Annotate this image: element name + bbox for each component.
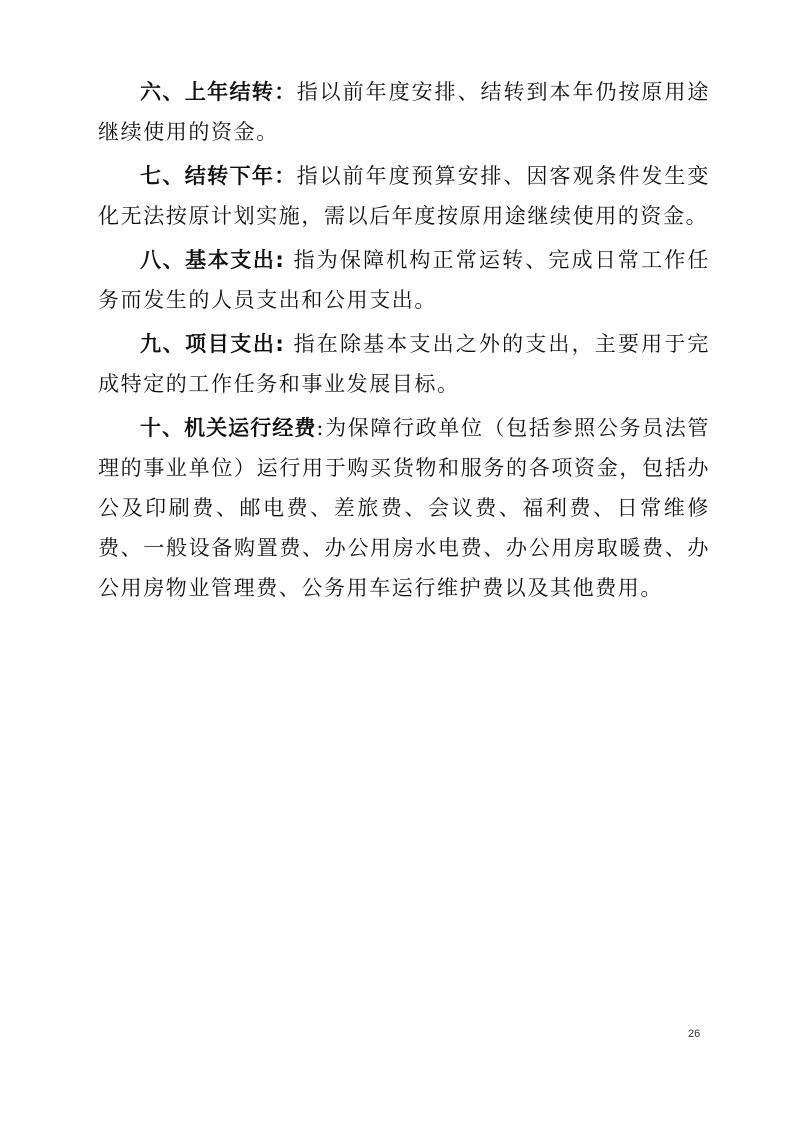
definition-paragraph: [98, 156, 710, 236]
definition-text: 指以前年度预算安排、因客观条件发生变化无法按原计划实施，需以后年度按原用途继续使用的资金。: [98, 164, 710, 228]
definition-term: 六、上年结转：: [140, 80, 297, 104]
definition-term: 八、基本支出:: [140, 248, 285, 272]
definition-paragraph: [98, 240, 710, 320]
definition-text: 指为保障机构正常运转、完成日常工作任务而发生的人员支出和公用支出。: [98, 248, 710, 312]
definition-text: 指以前年度安排、结转到本年仍按原用途继续使用的资金。: [98, 80, 710, 144]
document-body: [98, 72, 710, 612]
definition-text: :为保障行政单位（包括参照公务员法管理的事业单位）运行用于购买货物和服务的各项资金，包括办公及印刷费、邮电费、差旅费、会议费、福利费、日常维修费、一般设备购置费、办公用房水电费、办公用房取暖费、办公用房物业管理费、公务用车运行维护费以及其他费用。: [98, 416, 710, 600]
definition-paragraph: [98, 72, 710, 152]
definition-text: 指在除基本支出之外的支出，主要用于完成特定的工作任务和事业发展目标。: [98, 332, 710, 396]
definition-term: 九、项目支出:: [140, 332, 285, 356]
definition-term: 十、机关运行经费: [140, 416, 317, 440]
definition-term: 七、结转下年：: [140, 164, 297, 188]
definition-paragraph: [98, 324, 710, 404]
definition-paragraph: [98, 408, 710, 608]
page-number: 26: [688, 1028, 701, 1040]
